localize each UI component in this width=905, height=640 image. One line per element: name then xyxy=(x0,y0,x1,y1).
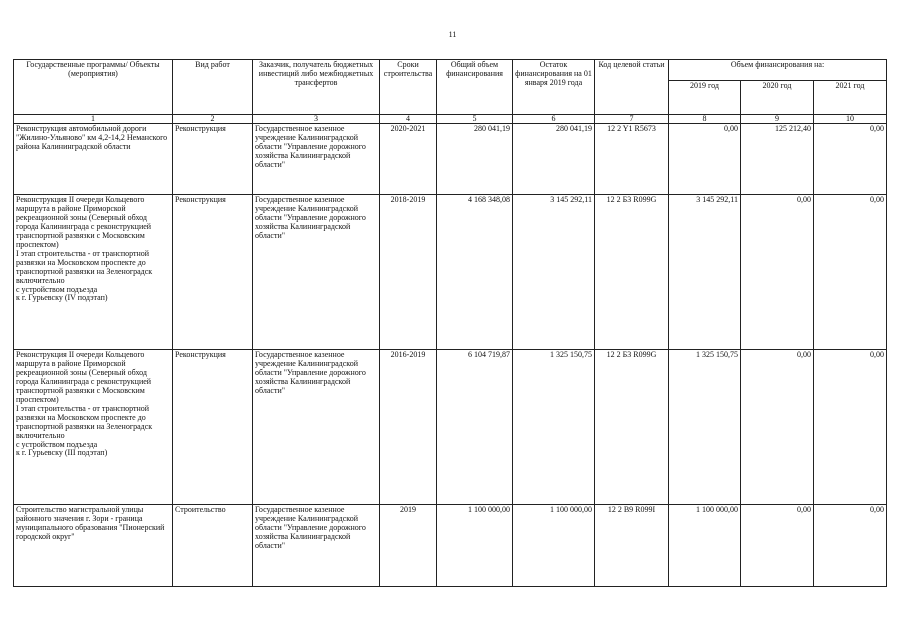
header-period: Сроки строительства xyxy=(380,60,437,115)
construction-period: 2018-2019 xyxy=(380,195,437,350)
customer: Государственное казенное учреждение Калининградской области "Управление дорожного хозяйства Калининградской области" xyxy=(253,505,380,587)
work-type: Реконструкция xyxy=(173,124,253,195)
remaining-funding: 280 041,19 xyxy=(513,124,595,195)
customer: Государственное казенное учреждение Калининградской области "Управление дорожного хозяйства Калининградской области" xyxy=(253,195,380,350)
funding-2020: 125 212,40 xyxy=(741,124,814,195)
remaining-funding: 1 100 000,00 xyxy=(513,505,595,587)
header-objects: Государственные программы/ Объекты (мероприятия) xyxy=(14,60,173,115)
page-number: 11 xyxy=(448,30,457,39)
header-year-2021: 2021 год xyxy=(814,81,887,115)
total-funding: 1 100 000,00 xyxy=(437,505,513,587)
header-row xyxy=(14,60,887,81)
target-code: 12 2 Y1 R5673 xyxy=(595,124,669,195)
header-total: Общий объем финансирования xyxy=(437,60,513,115)
column-number: 1 xyxy=(14,115,173,124)
investment-table xyxy=(13,59,887,587)
header-customer: Заказчик, получатель бюджетных инвестиций либо межбюджетных трансфертов xyxy=(253,60,380,115)
funding-2020: 0,00 xyxy=(741,505,814,587)
funding-2019: 1 100 000,00 xyxy=(669,505,741,587)
target-code: 12 2 В9 R099I xyxy=(595,505,669,587)
work-type: Реконструкция xyxy=(173,195,253,350)
column-number: 7 xyxy=(595,115,669,124)
target-code: 12 2 Б3 R099G xyxy=(595,350,669,505)
customer: Государственное казенное учреждение Калининградской области "Управление дорожного хозяйства Калининградской области" xyxy=(253,350,380,505)
customer: Государственное казенное учреждение Калининградской области "Управление дорожного хозяйства Калининградской области" xyxy=(253,124,380,195)
column-number: 10 xyxy=(814,115,887,124)
header-work-type: Вид работ xyxy=(173,60,253,115)
remaining-funding: 1 325 150,75 xyxy=(513,350,595,505)
header-funding-group: Объем финансирования на: xyxy=(669,60,887,81)
object-name: Реконструкция II очереди Кольцевого маршрута в районе Приморской рекреационной зоны (Северный обход города Калининграда с реконструкцией транспортной развязки с Московским проспектом) I этап строительства - от транспортной развязки на Московском проспекте до транспортной развязки на Зеленоградск включительно с устройством подъезда к г. Гурьевску (III подэтап) xyxy=(14,350,173,505)
object-name: Строительство магистральной улицы районного значения г. Зори - граница муниципального образования "Пионерский городской округ" xyxy=(14,505,173,587)
work-type: Строительство xyxy=(173,505,253,587)
column-number: 6 xyxy=(513,115,595,124)
construction-period: 2020-2021 xyxy=(380,124,437,195)
work-type: Реконструкция xyxy=(173,350,253,505)
object-name: Реконструкция II очереди Кольцевого маршрута в районе Приморской рекреационной зоны (Северный обход города Калининграда с реконструкцией транспортной развязки с Московским проспектом) I этап строительства - от транспортной развязки на Московском проспекте до транспортной развязки на Зеленоградск включительно с устройством подъезда к г. Гурьевску (IV подэтап) xyxy=(14,195,173,350)
header-year-2020: 2020 год xyxy=(741,81,814,115)
column-number-row xyxy=(14,115,887,124)
total-funding: 280 041,19 xyxy=(437,124,513,195)
total-funding: 6 104 719,87 xyxy=(437,350,513,505)
funding-2020: 0,00 xyxy=(741,350,814,505)
table-row xyxy=(14,505,887,587)
column-number: 9 xyxy=(741,115,814,124)
column-number: 5 xyxy=(437,115,513,124)
table-row xyxy=(14,124,887,195)
funding-2019: 1 325 150,75 xyxy=(669,350,741,505)
table-row xyxy=(14,350,887,505)
header-remainder: Остаток финансирования на 01 января 2019 года xyxy=(513,60,595,115)
table-row xyxy=(14,195,887,350)
column-number: 4 xyxy=(380,115,437,124)
object-name: Реконструкция автомобильной дороги "Жилино-Ульяново" км 4,2-14,2 Неманского района Калининградской области xyxy=(14,124,173,195)
funding-2019: 0,00 xyxy=(669,124,741,195)
column-number: 2 xyxy=(173,115,253,124)
funding-2021: 0,00 xyxy=(814,350,887,505)
construction-period: 2019 xyxy=(380,505,437,587)
funding-2021: 0,00 xyxy=(814,124,887,195)
target-code: 12 2 Б3 R099G xyxy=(595,195,669,350)
remaining-funding: 3 145 292,11 xyxy=(513,195,595,350)
total-funding: 4 168 348,08 xyxy=(437,195,513,350)
funding-2019: 3 145 292,11 xyxy=(669,195,741,350)
column-number: 3 xyxy=(253,115,380,124)
construction-period: 2016-2019 xyxy=(380,350,437,505)
funding-2021: 0,00 xyxy=(814,195,887,350)
header-year-2019: 2019 год xyxy=(669,81,741,115)
funding-2021: 0,00 xyxy=(814,505,887,587)
column-number: 8 xyxy=(669,115,741,124)
header-code: Код целевой статьи xyxy=(595,60,669,115)
funding-2020: 0,00 xyxy=(741,195,814,350)
